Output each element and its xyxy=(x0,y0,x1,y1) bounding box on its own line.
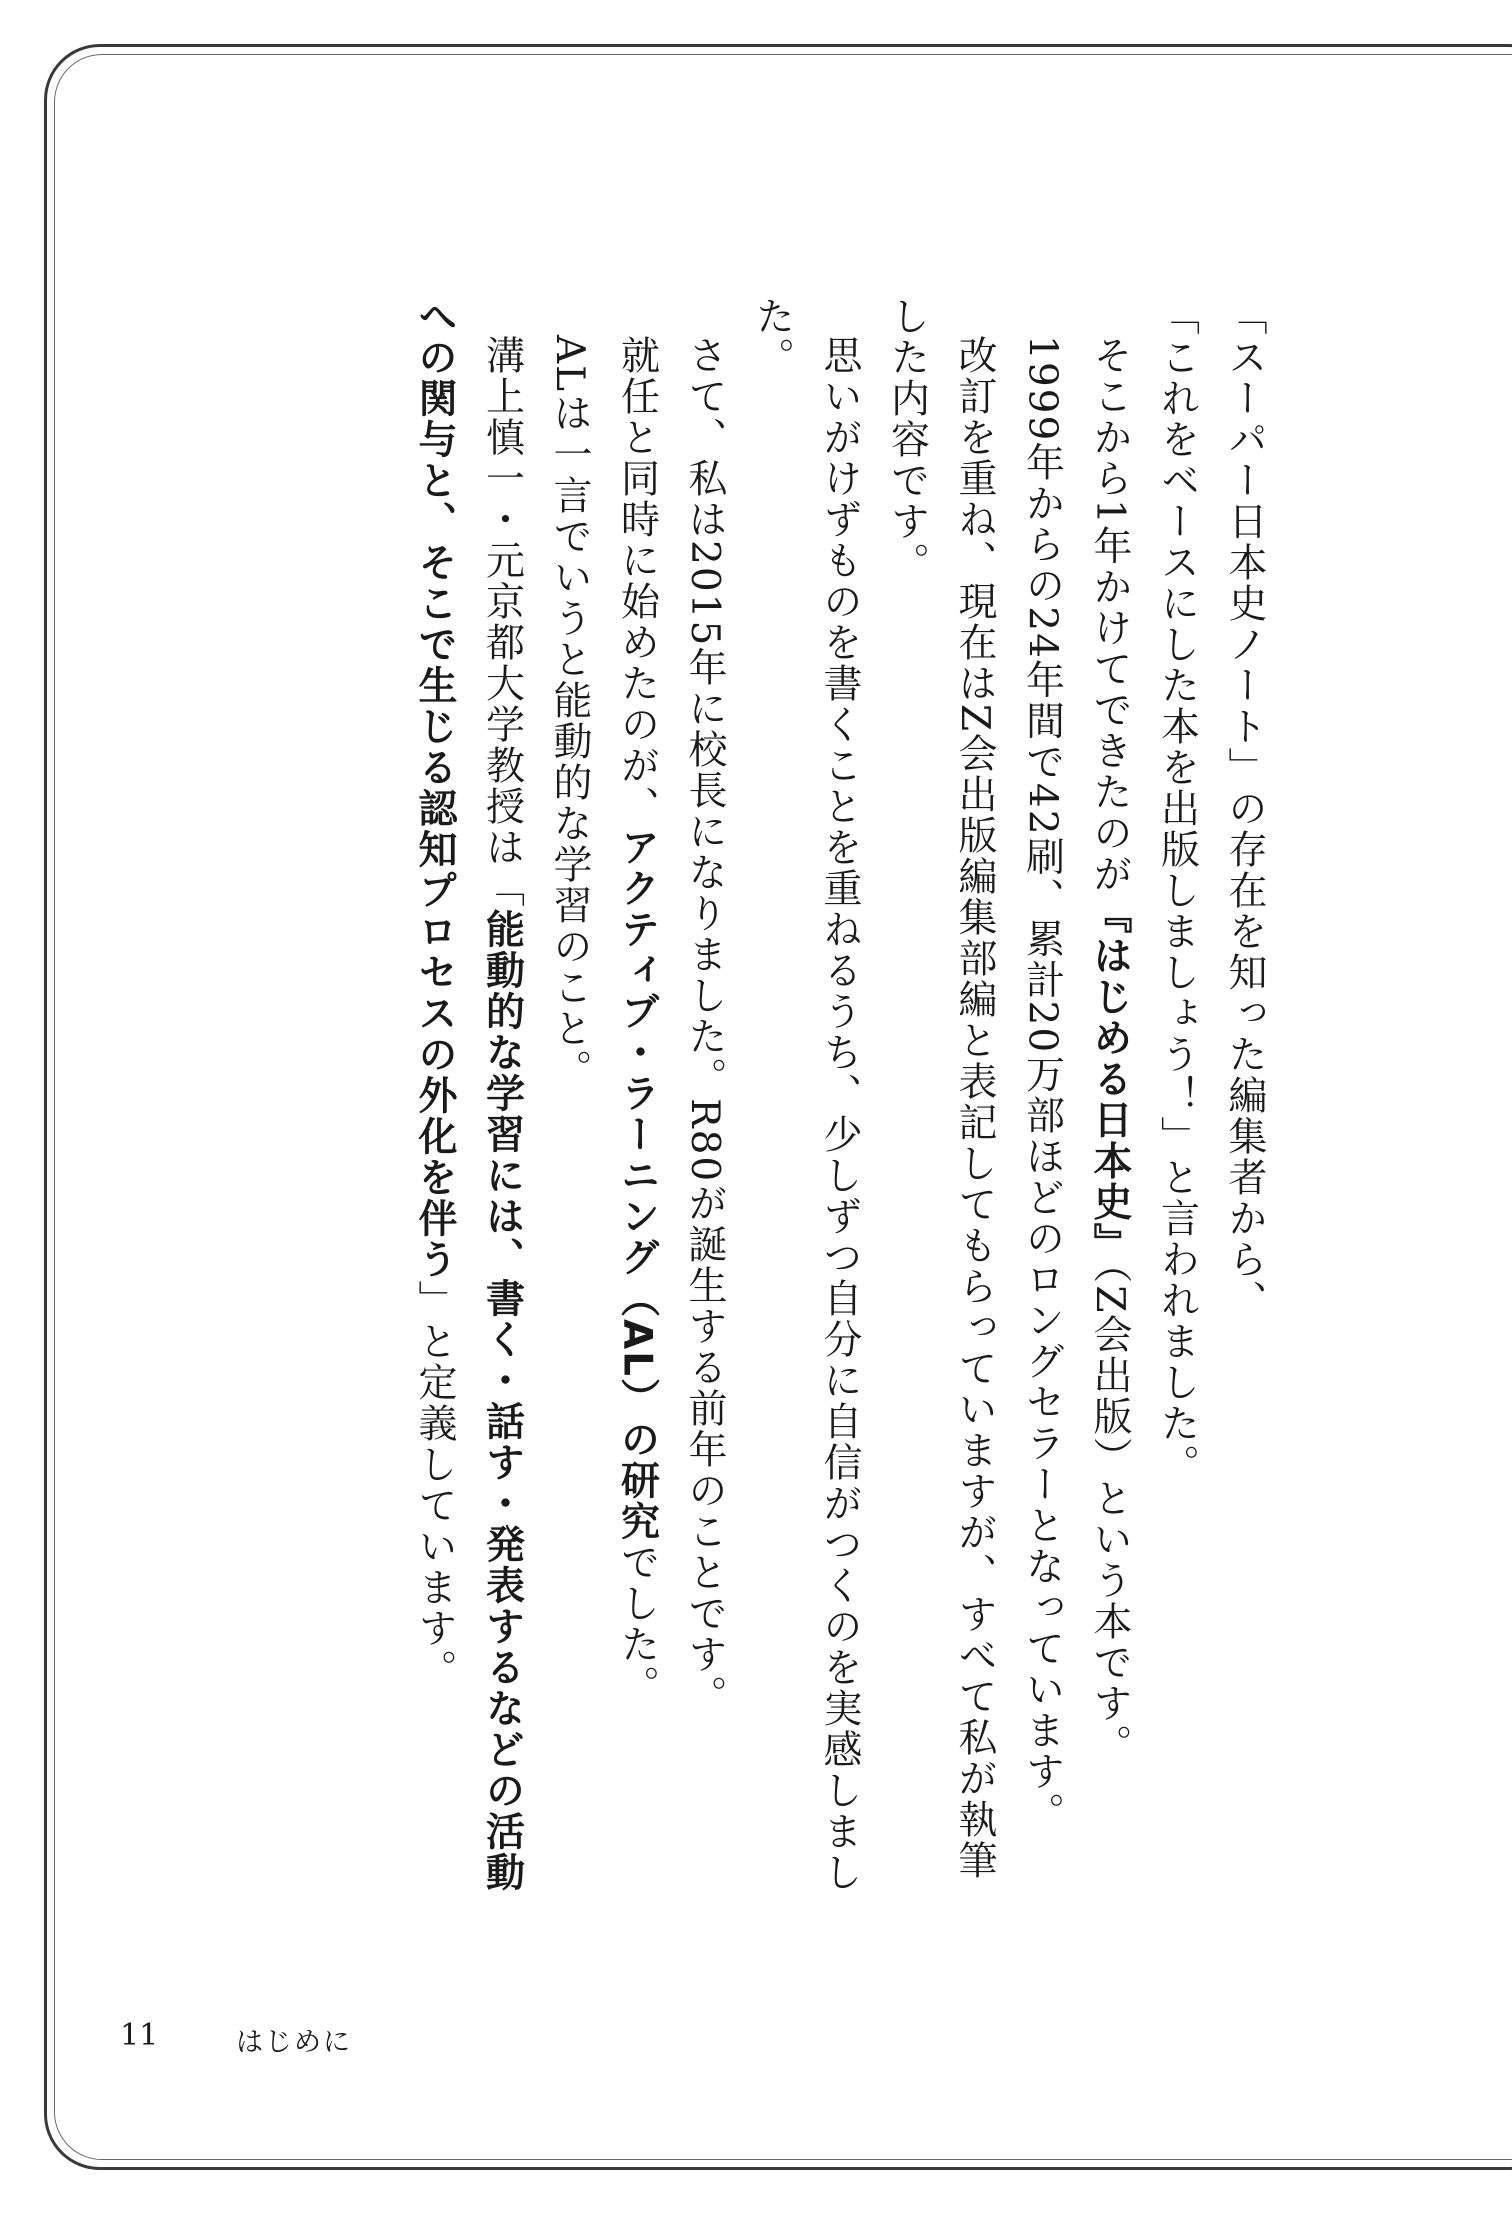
paragraph-8-lead: 就任と同時に始めたのが、 xyxy=(614,335,660,827)
vertical-body-text xyxy=(401,296,1279,1896)
paragraph-8-tail: でした。 xyxy=(614,1542,660,1707)
paragraph-2: 「これをベースにした本を出版しましょう！」と言われました。 xyxy=(1154,296,1200,1485)
paragraph-4: 1999年からの24年間で42刷、累計20万部ほどのロングセラーとなっています。 xyxy=(1019,335,1065,1834)
footer-section-title: はじめに xyxy=(236,2027,352,2058)
paragraph-1: 「スーパー日本史ノート」の存在を知った編集者から、 xyxy=(1222,296,1267,1321)
paragraph-6: 思いがけずものを書くことを重ねるうち、少しずつ自分に自信がつくのを実感しました。 xyxy=(749,296,862,1893)
page-number: 11 xyxy=(120,2018,159,2053)
definition-bold: 能動的な学習には、書く・話す・発表するなどの活動への関与と、そこで生じる認知プロセスの外化を伴う xyxy=(412,296,525,1893)
author-name: 溝上慎一 xyxy=(479,335,525,499)
paragraph-3 xyxy=(1076,296,1144,1896)
paragraph-10-tail: 」と定義しています。 xyxy=(412,1280,457,1690)
al-research-bold: アクティブ・ラーニング（AL）の研究 xyxy=(614,827,660,1543)
paragraph-9: ALは一言でいうと能動的な学習のこと。 xyxy=(547,335,592,1091)
paragraph-8 xyxy=(603,296,671,1896)
paragraph-10 xyxy=(401,296,536,1896)
paragraph-3-tail: （Z会出版）という本です。 xyxy=(1087,1263,1132,1766)
paragraph-7: さて、私は2015年に校長になりました。R80が誕生する前年のことです。 xyxy=(682,335,727,1717)
book-title-bold: 『はじめる日本史』 xyxy=(1087,894,1132,1264)
paragraph-10-middle: ・元京都大学教授は「 xyxy=(479,499,525,909)
paragraph-3-lead: そこから1年かけてできたのが xyxy=(1087,335,1132,895)
paragraph-5: 改訂を重ね、現在はZ会出版編集部編と表記してもらっていますが、すべて私が執筆した内容です。 xyxy=(884,296,997,1882)
